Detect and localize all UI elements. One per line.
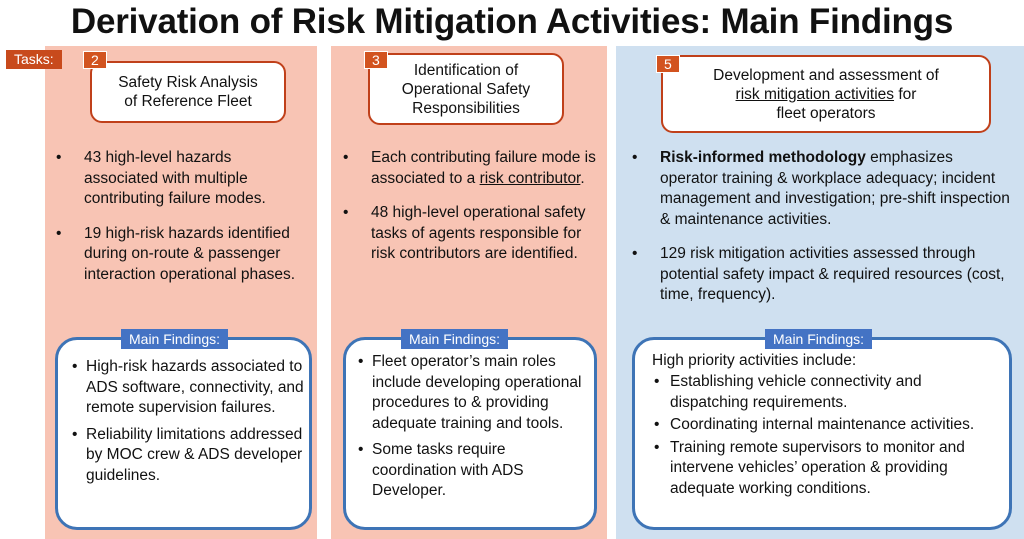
task-title-line: Identification of	[413, 61, 519, 79]
task-bullets	[333, 148, 597, 279]
finding-item: • High-risk hazards associated to ADS software, connectivity, and remote supervision failures.	[70, 357, 306, 419]
bullet-item: • 19 high-risk hazards identified during on-route & passenger interaction operational phases.	[46, 224, 308, 286]
task-title-line: Responsibilities	[412, 99, 520, 117]
findings-list	[356, 352, 592, 508]
task-number-badge: 3	[364, 51, 388, 69]
risk-mitigation-link: risk mitigation activities	[735, 85, 895, 103]
task-title-line: of Reference Fleet	[124, 93, 252, 110]
bullet-item: • 129 risk mitigation activities assessed through potential safety impact & required resources (cost, time, frequency).	[622, 244, 1014, 306]
task-title-line: Development and assessment of	[713, 66, 939, 84]
task-box-3	[368, 53, 564, 125]
findings-label: Main Findings:	[401, 329, 508, 349]
finding-item: • Fleet operator’s main roles include developing operational procedures to & providing adequate training and tools.	[356, 352, 592, 434]
task-box-2	[90, 61, 286, 123]
findings-list	[652, 372, 992, 501]
findings-label: Main Findings:	[121, 329, 228, 349]
task-box-5	[661, 55, 991, 133]
risk-contributor-link: risk contributor	[479, 169, 581, 187]
task-number-badge: 2	[83, 51, 107, 69]
finding-item: • Reliability limitations addressed by MOC crew & ADS developer guidelines.	[70, 425, 306, 487]
task-title-line: Safety Risk Analysis	[118, 74, 258, 91]
task-number-badge: 5	[656, 55, 680, 73]
finding-item: • Coordinating internal maintenance activities.	[652, 415, 992, 436]
page-title: Derivation of Risk Mitigation Activities: Main Findings	[70, 2, 954, 41]
bullet-item: • 48 high-level operational safety tasks of agents responsible for risk contributors are identified.	[333, 203, 597, 265]
methodology-bold: Risk-informed methodology	[660, 149, 866, 166]
bullet-item: • Risk-informed methodology emphasizes operator training & workplace adequacy; incident management and investigation; pre-shift inspection & maintenance activities.	[622, 148, 1014, 230]
finding-item: • Training remote supervisors to monitor and intervene vehicles’ operation & providing adequate working conditions.	[652, 438, 992, 500]
bullet-item: • 43 high-level hazards associated with multiple contributing failure modes.	[46, 148, 308, 210]
findings-intro: High priority activities include:	[652, 352, 857, 369]
task-bullets	[622, 148, 1014, 320]
task-title-line: Operational Safety	[401, 80, 531, 98]
task-title-line: risk mitigation activities for	[735, 85, 917, 103]
finding-item: • Some tasks require coordination with ADS Developer.	[356, 440, 592, 502]
findings-label: Main Findings:	[765, 329, 872, 349]
tasks-label: Tasks:	[6, 50, 62, 69]
bullet-item: • Each contributing failure mode is associated to a risk contributor.	[333, 148, 597, 189]
findings-list	[70, 357, 306, 492]
task-title-line: fleet operators	[776, 104, 876, 122]
finding-item: • Establishing vehicle connectivity and dispatching requirements.	[652, 372, 992, 413]
task-bullets	[46, 148, 308, 299]
